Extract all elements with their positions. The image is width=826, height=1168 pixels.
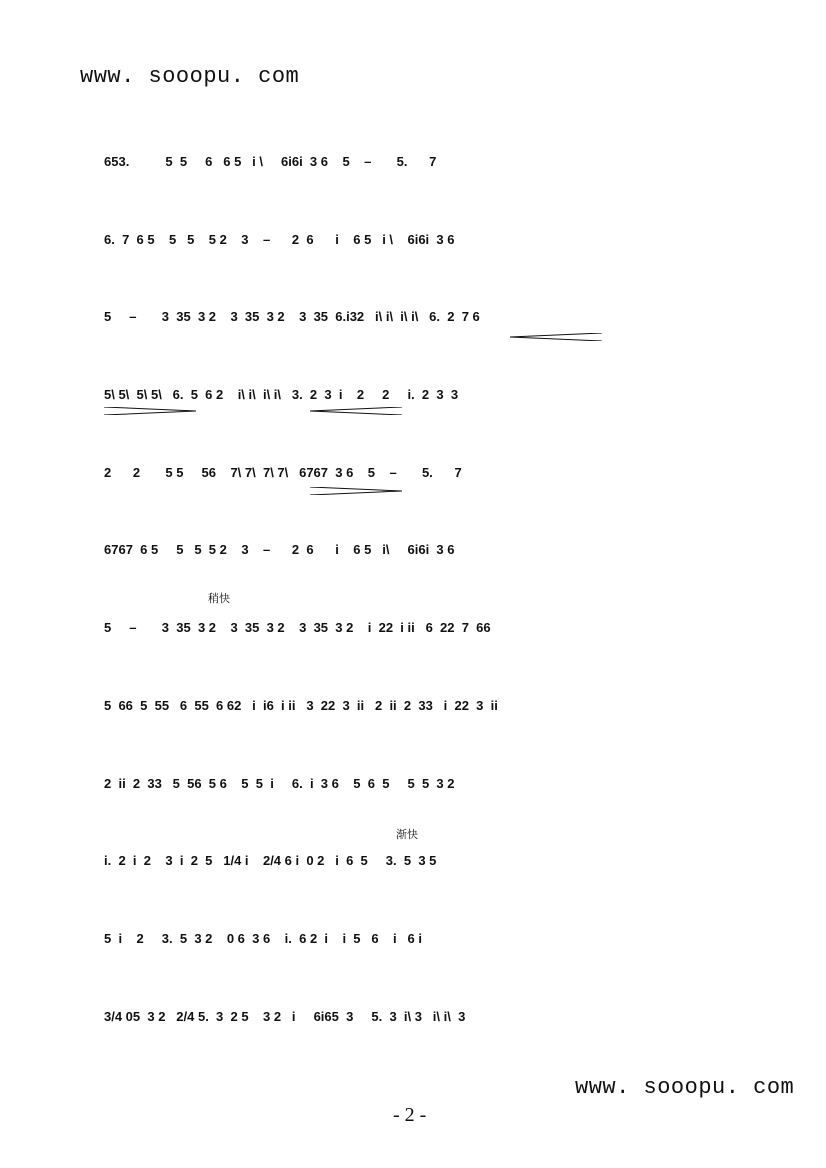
site-watermark-bottom: www. sooopu. com <box>575 1075 795 1100</box>
numbered-music-score <box>100 132 730 1064</box>
score-row <box>100 520 730 598</box>
score-row-notes: 2 ii 2 33 5 56 5 6 5 5 i 6. i 3 6 5 6 5 5 5 3 2 <box>104 775 455 791</box>
score-row <box>100 828 730 909</box>
site-watermark-top: www. sooopu. com <box>80 64 300 89</box>
score-row <box>100 365 730 443</box>
diminuendo-hairpin <box>310 407 402 415</box>
score-row-notes: 653. 5 5 6 6 5 i \ 6i6i 3 6 5 – 5. 7 <box>104 154 437 169</box>
score-row <box>100 443 730 521</box>
crescendo-hairpin <box>104 407 196 415</box>
score-row-notes: 6. 7 6 5 5 5 5 2 3 – 2 6 i 6 5 i \ 6i6i 3 6 <box>104 231 455 247</box>
page-number: - 2 - <box>393 1104 427 1126</box>
score-row <box>100 592 730 676</box>
score-row-notes: 6767 6 5 5 5 5 2 3 – 2 6 i 6 5 i\ 6i6i 3 6 <box>104 542 455 558</box>
score-row <box>100 754 730 832</box>
score-row <box>100 987 730 1065</box>
score-row-notes: 2 2 5 5 56 7\ 7\ 7\ 7\ 6767 3 6 5 – 5. 7 <box>104 464 462 480</box>
diminuendo-hairpin <box>510 333 602 341</box>
score-row-notes: 5 – 3 35 3 2 3 35 3 2 3 35 3 2 i 22 i ii 6 22 7 66 <box>104 620 491 636</box>
score-row <box>100 676 730 754</box>
score-row <box>100 287 730 365</box>
tempo-marking-gradually-faster: 渐快 <box>396 828 418 842</box>
score-row-notes: 5 – 3 35 3 2 3 35 3 2 3 35 6.i32 i\ i\ i\ i\ 6. 2 7 6 <box>104 309 480 325</box>
score-row-notes: 5\ 5\ 5\ 5\ 6. 5 6 2 i\ i\ i\ i\ 3. 2 3 i 2 2 i. 2 3 3 <box>104 387 459 403</box>
crescendo-hairpin <box>310 487 402 495</box>
score-row-notes: 3/4 05 3 2 2/4 5. 3 2 5 3 2 i 6i65 3 5. 3 i\ 3 i\ i\ 3 <box>104 1008 466 1024</box>
score-row <box>100 210 730 288</box>
score-row-notes: i. 2 i 2 3 i 2 5 1/4 i 2/4 6 i 0 2 i 6 5 3. 5 3 5 <box>104 853 437 869</box>
tempo-marking-slightly-faster: 稍快 <box>208 592 230 606</box>
score-row <box>100 909 730 987</box>
score-row-notes: 5 66 5 55 6 55 6 62 i i6 i ii 3 22 3 ii 2 ii 2 33 i 22 3 ii <box>104 697 498 713</box>
score-row <box>100 132 730 210</box>
score-row-notes: 5 i 2 3. 5 3 2 0 6 3 6 i. 6 2 i i 5 6 i 6 i <box>104 930 422 946</box>
